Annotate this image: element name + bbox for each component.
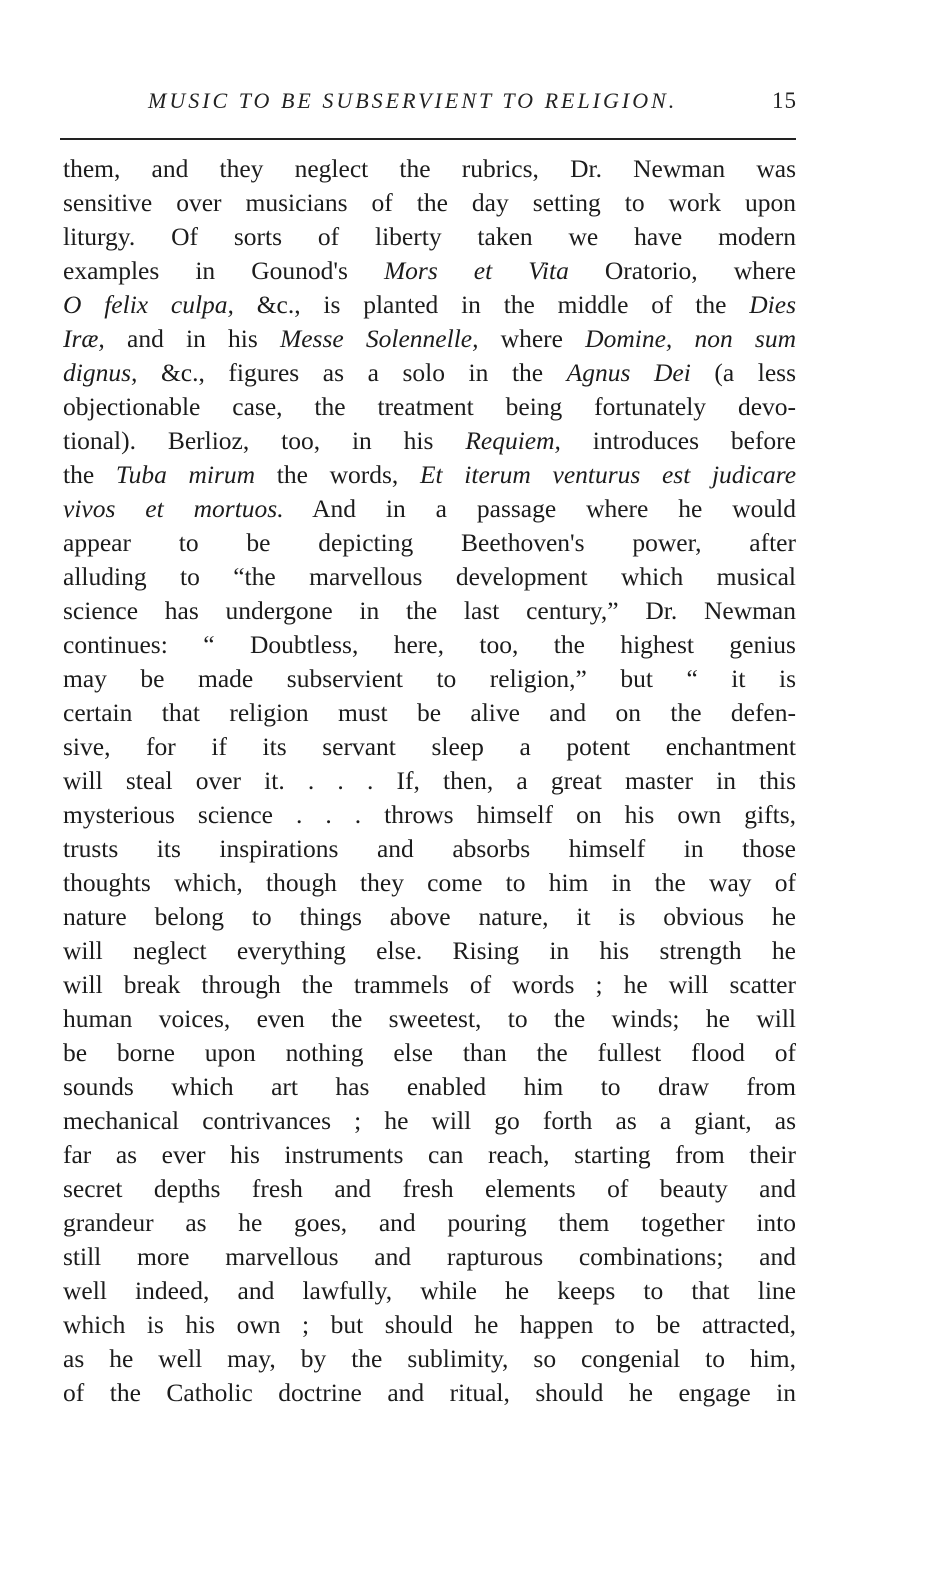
text-run: sive, for if its servant sleep a potent enchantment bbox=[63, 732, 796, 761]
text-run: them, and they neglect the rubrics, Dr. Newman was bbox=[63, 154, 796, 183]
italic-text: Mors et Vita bbox=[383, 256, 569, 285]
text-line bbox=[63, 798, 796, 832]
italic-text: Requiem, bbox=[465, 426, 561, 455]
text-line bbox=[63, 730, 796, 764]
text-run: Oratorio, where bbox=[568, 256, 796, 285]
text-line bbox=[63, 390, 796, 424]
text-run: and in his bbox=[104, 324, 280, 353]
text-line bbox=[63, 356, 796, 390]
text-run: tional). Berlioz, too, in his bbox=[63, 426, 466, 455]
text-run: &c., figures as a solo in the bbox=[137, 358, 567, 387]
text-line bbox=[63, 322, 796, 356]
text-run: continues: “ Doubtless, here, too, the highest genius bbox=[63, 630, 796, 659]
page-number: 15 bbox=[772, 88, 797, 113]
text-line bbox=[63, 1206, 796, 1240]
text-run: far as ever his instruments can reach, starting from their bbox=[63, 1140, 796, 1169]
italic-text: O felix culpa, bbox=[63, 290, 234, 319]
text-line bbox=[63, 152, 796, 186]
body-text bbox=[63, 152, 796, 1410]
text-run: be borne upon nothing else than the fullest flood of bbox=[63, 1038, 796, 1067]
italic-text: Dies bbox=[749, 290, 796, 319]
text-line bbox=[63, 424, 796, 458]
italic-text: Tuba mirum bbox=[115, 460, 256, 489]
text-line bbox=[63, 1036, 796, 1070]
text-run: liturgy. Of sorts of liberty taken we have modern bbox=[63, 222, 796, 251]
italic-text: vivos et mortuos. bbox=[63, 494, 284, 523]
text-run: still more marvellous and rapturous combinations; and bbox=[63, 1242, 796, 1271]
text-run: of the Catholic doctrine and ritual, should he engage in bbox=[63, 1378, 796, 1407]
text-run: may be made subservient to religion,” but “ it is bbox=[63, 664, 796, 693]
text-run: &c., is planted in the middle of the bbox=[233, 290, 750, 319]
text-run: grandeur as he goes, and pouring them together into bbox=[63, 1208, 796, 1237]
text-run: human voices, even the sweetest, to the winds; he will bbox=[63, 1004, 796, 1033]
text-run: And in a passage where he would bbox=[283, 494, 796, 523]
running-title: MUSIC TO BE SUBSERVIENT TO RELIGION. bbox=[148, 88, 678, 113]
text-line bbox=[63, 186, 796, 220]
text-run: trusts its inspirations and absorbs himself in those bbox=[63, 834, 796, 863]
text-run: mechanical contrivances ; he will go forth as a giant, as bbox=[63, 1106, 796, 1135]
text-run: will break through the trammels of words ; he will scatter bbox=[63, 970, 796, 999]
text-run: will neglect everything else. Rising in his strength he bbox=[63, 936, 796, 965]
header-rule bbox=[60, 138, 796, 140]
italic-text: dignus, bbox=[63, 358, 138, 387]
text-run: science has undergone in the last century,” Dr. Newman bbox=[63, 596, 796, 625]
text-run: sounds which art has enabled him to draw from bbox=[63, 1072, 796, 1101]
text-line bbox=[63, 1240, 796, 1274]
text-line bbox=[63, 696, 796, 730]
text-run: sensitive over musicians of the day setting to work upon bbox=[63, 188, 796, 217]
text-line bbox=[63, 1172, 796, 1206]
text-line bbox=[63, 1002, 796, 1036]
running-head bbox=[60, 84, 800, 124]
italic-text: Iræ, bbox=[63, 324, 105, 353]
text-line bbox=[63, 1138, 796, 1172]
text-run: (a less bbox=[690, 358, 796, 387]
text-line bbox=[63, 526, 796, 560]
text-line bbox=[63, 832, 796, 866]
text-run: which is his own ; but should he happen to be attracted, bbox=[63, 1310, 796, 1339]
text-line bbox=[63, 1070, 796, 1104]
text-run: alluding to “the marvellous development which musical bbox=[63, 562, 796, 591]
text-run: secret depths fresh and fresh elements of beauty and bbox=[63, 1174, 796, 1203]
text-line bbox=[63, 1274, 796, 1308]
text-line bbox=[63, 492, 796, 526]
text-run: mysterious science . . . throws himself on his own gifts, bbox=[63, 800, 796, 829]
text-line bbox=[63, 458, 796, 492]
text-line bbox=[63, 288, 796, 322]
text-run: introduces before bbox=[560, 426, 796, 455]
text-run: where bbox=[478, 324, 586, 353]
text-line bbox=[63, 628, 796, 662]
text-run: appear to be depicting Beethoven's power, after bbox=[63, 528, 796, 557]
text-line bbox=[63, 662, 796, 696]
text-line bbox=[63, 934, 796, 968]
italic-text: Domine, non sum bbox=[585, 324, 796, 353]
text-line bbox=[63, 1308, 796, 1342]
italic-text: Messe Solennelle, bbox=[279, 324, 479, 353]
text-line bbox=[63, 594, 796, 628]
italic-text: Agnus Dei bbox=[566, 358, 691, 387]
text-line bbox=[63, 1104, 796, 1138]
text-run: objectionable case, the treatment being fortunately devo- bbox=[63, 392, 796, 421]
text-line bbox=[63, 1376, 796, 1410]
text-line bbox=[63, 968, 796, 1002]
text-line bbox=[63, 764, 796, 798]
text-run: well indeed, and lawfully, while he keeps to that line bbox=[63, 1276, 796, 1305]
text-run: the bbox=[63, 460, 116, 489]
italic-text: Et iterum venturus est judicare bbox=[419, 460, 796, 489]
text-line bbox=[63, 560, 796, 594]
text-line bbox=[63, 254, 796, 288]
text-line bbox=[63, 900, 796, 934]
text-line bbox=[63, 866, 796, 900]
text-run: certain that religion must be alive and on the defen- bbox=[63, 698, 796, 727]
text-line bbox=[63, 220, 796, 254]
text-run: examples in Gounod's bbox=[63, 256, 384, 285]
text-run: will steal over it. . . . If, then, a great master in this bbox=[63, 766, 796, 795]
text-line bbox=[63, 1342, 796, 1376]
text-run: the words, bbox=[255, 460, 420, 489]
text-run: thoughts which, though they come to him in the way of bbox=[63, 868, 796, 897]
text-run: nature belong to things above nature, it is obvious he bbox=[63, 902, 796, 931]
text-run: as he well may, by the sublimity, so congenial to him, bbox=[63, 1344, 796, 1373]
